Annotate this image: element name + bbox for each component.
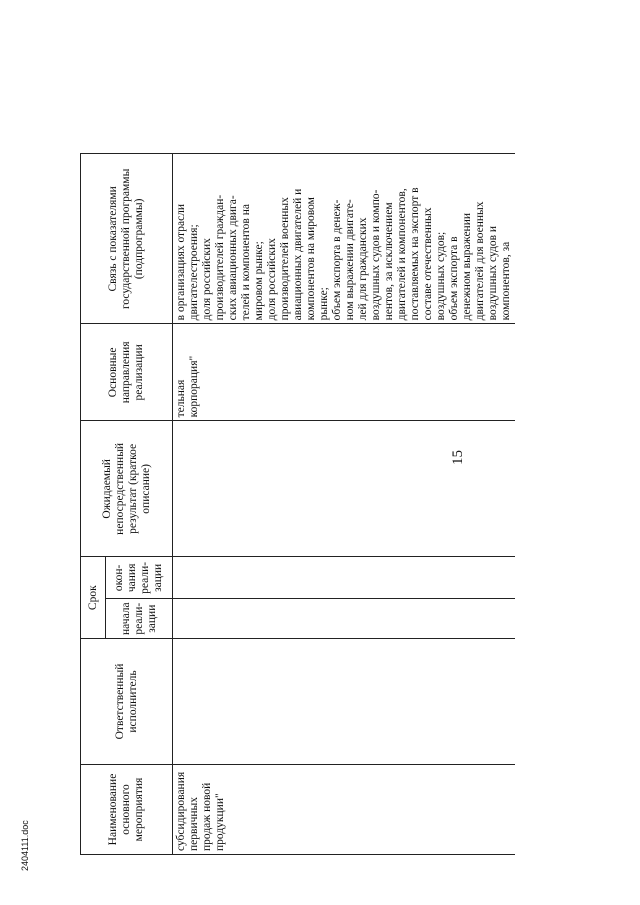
header-expected-result: Ожидаемый непосредственный результат (краткое описание) — [81, 421, 173, 557]
cell-main-directions: тельная корпорация" — [173, 324, 516, 421]
cell-link-indicators: в организациях отрасли двигателестроения; доля российских производителей граждан- ских авиационных двига- телей и компонентов на мировом рынке; доля российских производителей военных авиационных двигателей и компонентов на мировом рынке; объем экспорта в денеж- ном выражении двигате- лей для гражданских воздушных судов и компо- нентов, за исключением двигателей и компонентов, поставляемых на экспорт в составе отечественных воздушных судов; объем экспорта в денежном выражении двигателей для военных воздушных судов и компонентов, за — [173, 154, 516, 324]
table-row — [173, 154, 516, 855]
header-term-start: начала реали- зации — [106, 599, 173, 639]
header-term: Срок — [81, 557, 106, 639]
cell-expected-result — [173, 421, 516, 557]
cell-responsible — [173, 639, 516, 765]
header-link-indicators: Связь с показателями государственной программы (подпрограммы) — [81, 154, 173, 324]
table-header-row — [81, 154, 106, 855]
cell-name: субсидирования первичных продаж новой продукции" — [173, 765, 516, 855]
footer-filename: 2404111.doc — [20, 820, 30, 871]
header-main-directions: Основные направления реализации — [81, 324, 173, 421]
header-name: Наименование основного мероприятия — [81, 765, 173, 855]
header-responsible: Ответственный исполнитель — [81, 639, 173, 765]
measures-table — [80, 153, 515, 855]
page-number: 15 — [450, 450, 466, 465]
header-term-end: окон- чания реали- зации — [106, 557, 173, 599]
rotated-page — [20, 65, 575, 871]
cell-term-end — [173, 557, 516, 599]
cell-term-start — [173, 599, 516, 639]
